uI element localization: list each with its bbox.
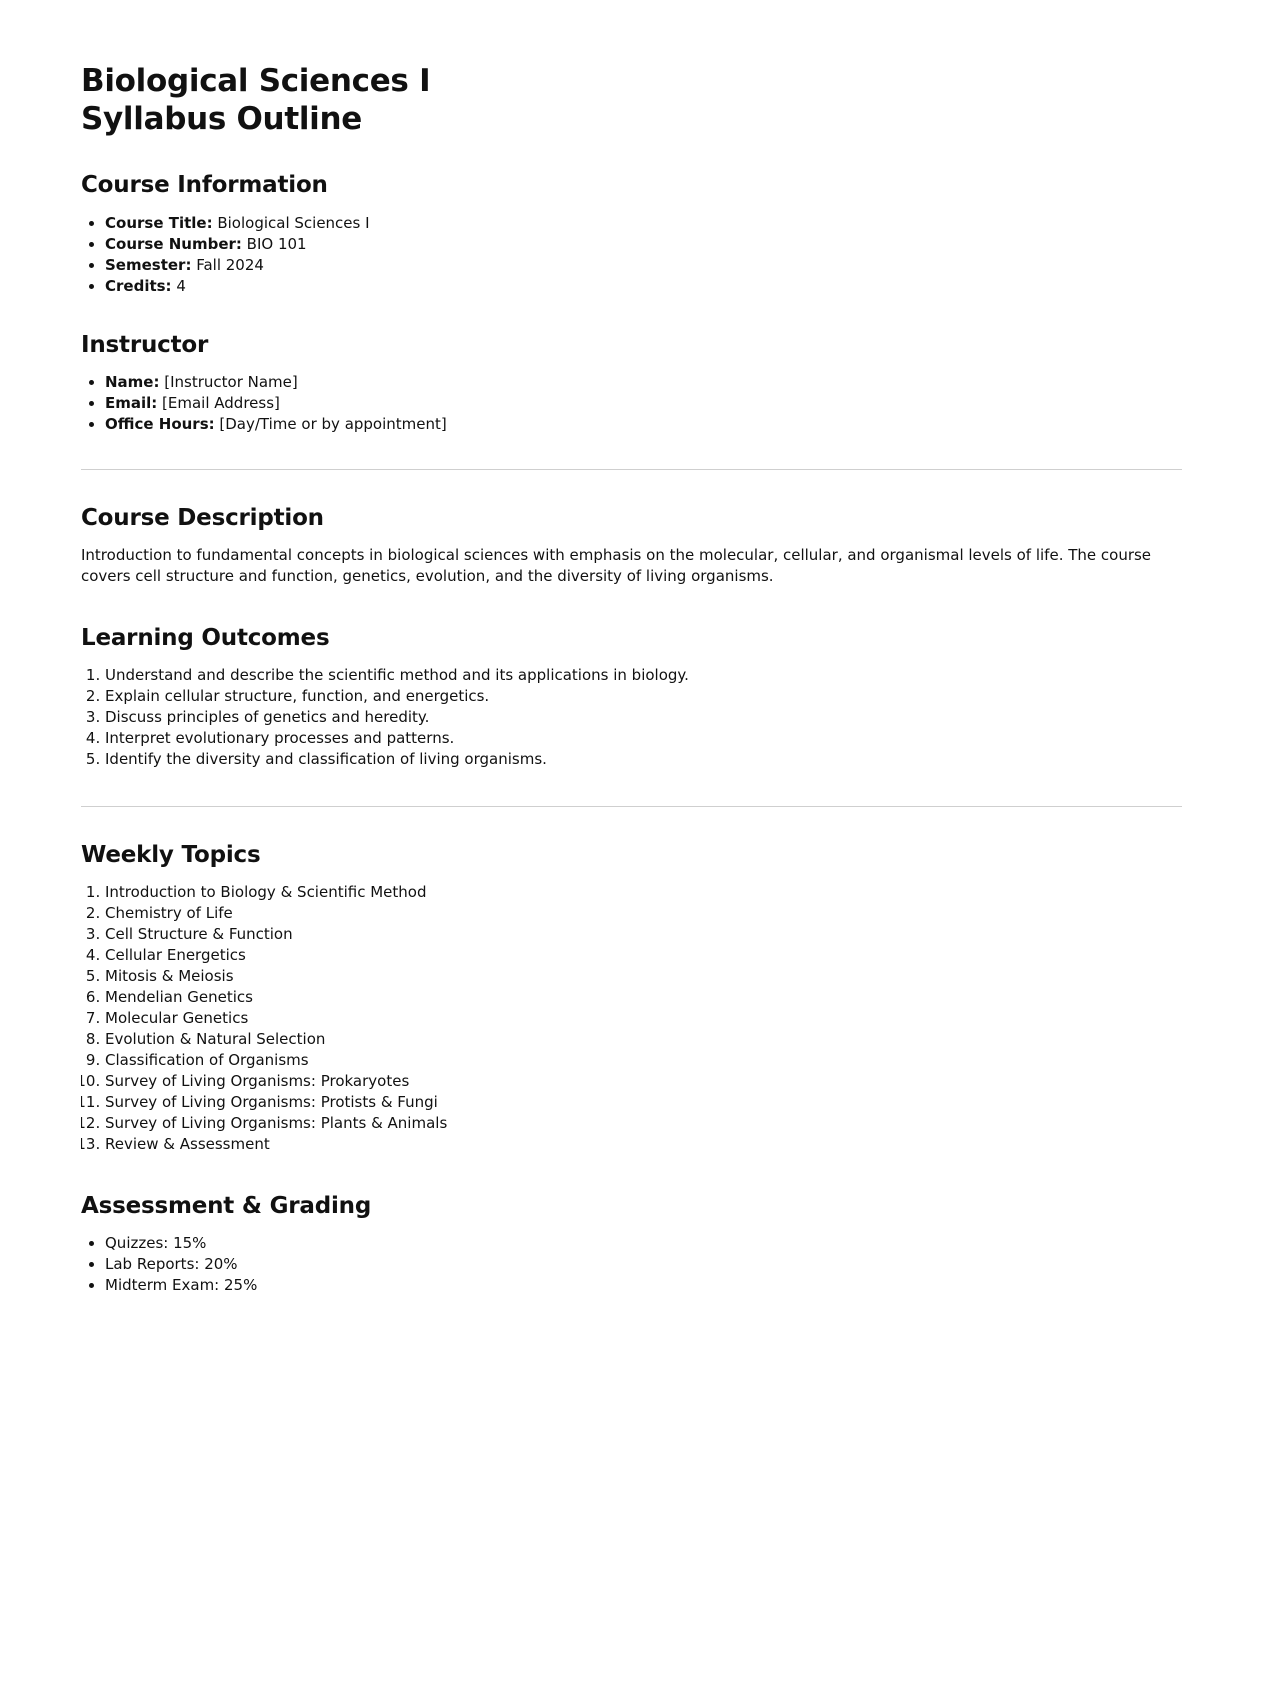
field-value: BIO 101 — [241, 235, 307, 253]
list-item: 12. Survey of Living Organisms: Plants & Animals — [105, 1113, 1182, 1134]
list-item-instructor-name — [105, 372, 1182, 393]
weekly-topics-section — [81, 841, 1182, 1155]
field-label: Credits: — [105, 277, 172, 295]
field-label: Semester: — [105, 256, 192, 274]
list-item-semester — [105, 255, 1182, 276]
list-item: 1. Understand and describe the scientific method and its applications in biology. — [105, 665, 1182, 686]
course-information-heading: Course Information — [81, 172, 328, 198]
weekly-topics-heading: Weekly Topics — [81, 842, 261, 868]
list-item: 13. Review & Assessment — [105, 1134, 1182, 1155]
instructor-section — [81, 331, 1182, 435]
field-value: 4 — [171, 277, 186, 295]
list-item-course-title — [105, 213, 1182, 234]
course-information-list — [81, 213, 1182, 297]
list-item-office-hours — [105, 414, 1182, 435]
course-information-section — [81, 171, 1182, 297]
section-divider — [81, 806, 1182, 807]
field-label: Course Title: — [105, 214, 213, 232]
field-label: Email: — [105, 394, 158, 412]
page-title-line-1: Biological Sciences I — [81, 63, 431, 99]
list-item: 11. Survey of Living Organisms: Protists & Fungi — [105, 1092, 1182, 1113]
list-item: 3. Discuss principles of genetics and heredity. — [105, 707, 1182, 728]
field-value: Biological Sciences I — [212, 214, 370, 232]
list-item: 3. Cell Structure & Function — [105, 924, 1182, 945]
list-item: 4. Cellular Energetics — [105, 945, 1182, 966]
list-item: 10. Survey of Living Organisms: Prokaryotes — [105, 1071, 1182, 1092]
list-item: 2. Explain cellular structure, function, and energetics. — [105, 686, 1182, 707]
field-value: [Instructor Name] — [159, 373, 298, 391]
learning-outcomes-list — [81, 665, 1182, 770]
weekly-topics-list — [81, 882, 1182, 1155]
field-label: Name: — [105, 373, 160, 391]
learning-outcomes-heading: Learning Outcomes — [81, 625, 330, 651]
section-divider — [81, 469, 1182, 470]
list-item: 1. Introduction to Biology & Scientific Method — [105, 882, 1182, 903]
course-description-heading: Course Description — [81, 505, 324, 531]
list-item: 5. Identify the diversity and classification of living organisms. — [105, 749, 1182, 770]
list-item: 4. Interpret evolutionary processes and patterns. — [105, 728, 1182, 749]
field-label: Office Hours: — [105, 415, 215, 433]
list-item-credits — [105, 276, 1182, 297]
field-label: Course Number: — [105, 235, 242, 253]
list-item: 8. Evolution & Natural Selection — [105, 1029, 1182, 1050]
list-item: • Midterm Exam: 25% — [105, 1275, 1182, 1296]
list-item-instructor-email — [105, 393, 1182, 414]
course-description-text: Introduction to fundamental concepts in biological sciences with emphasis on the molecular, cellular, and organismal levels of life. The course covers cell structure and function, genetics, evolution, and the diversity of living organisms. — [81, 546, 1152, 585]
list-item: • Quizzes: 15% — [105, 1233, 1182, 1254]
field-value: Fall 2024 — [191, 256, 264, 274]
list-item-course-number — [105, 234, 1182, 255]
assessment-grading-section — [81, 1192, 1182, 1296]
list-item: • Lab Reports: 20% — [105, 1254, 1182, 1275]
instructor-list — [81, 372, 1182, 435]
assessment-grading-heading: Assessment & Grading — [81, 1193, 372, 1219]
list-item: 2. Chemistry of Life — [105, 903, 1182, 924]
field-value: [Day/Time or by appointment] — [214, 415, 447, 433]
list-item: 9. Classification of Organisms — [105, 1050, 1182, 1071]
syllabus-document — [81, 0, 1182, 1303]
page-title-line-2: Syllabus Outline — [81, 101, 362, 137]
list-item: 7. Molecular Genetics — [105, 1008, 1182, 1029]
list-item: 6. Mendelian Genetics — [105, 987, 1182, 1008]
instructor-heading: Instructor — [81, 332, 209, 358]
learning-outcomes-section — [81, 624, 1182, 770]
field-value: [Email Address] — [157, 394, 280, 412]
assessment-grading-list — [81, 1233, 1182, 1296]
course-description-section — [81, 504, 1182, 587]
page-title — [81, 62, 1182, 138]
list-item: 5. Mitosis & Meiosis — [105, 966, 1182, 987]
